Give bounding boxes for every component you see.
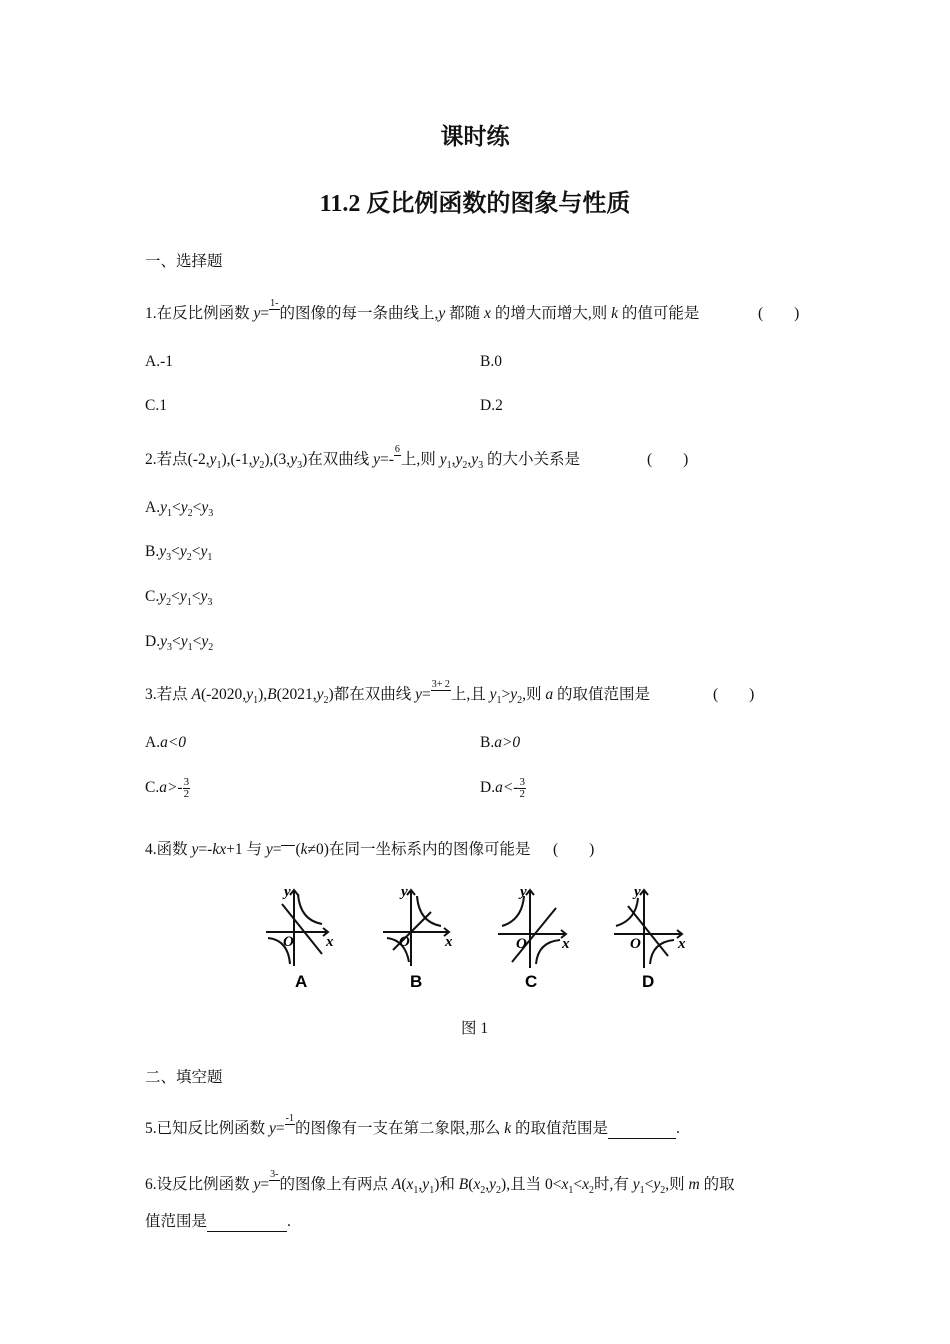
figure-caption: 图 1 (461, 1020, 489, 1037)
x-label: x (445, 934, 453, 950)
graph-label: A (295, 972, 308, 991)
question-4: 4.函数 y=-kx+1 与 y= (k≠0)在同一坐标系内的图像可能是 (145, 837, 530, 861)
answer-blank[interactable] (207, 1213, 287, 1232)
origin-label: O (516, 936, 527, 952)
fraction: 3+ 2 (431, 678, 450, 690)
question-6-line-2: 值范围是 . (145, 1213, 291, 1230)
answer-paren: ( ) (758, 305, 800, 322)
hyperbola-branch-1 (502, 896, 524, 926)
x-label: x (326, 934, 334, 950)
fraction: 1- (270, 297, 279, 309)
graph-label: B (410, 972, 423, 991)
origin-label: O (283, 934, 294, 950)
q2-option-c[interactable]: $C.y_2<y_1<y_3$ (145, 588, 213, 609)
q2-option-b[interactable]: $B.y_3<y_2<y_1$ (145, 543, 213, 564)
fraction: $\frac{3}{2}$ (519, 776, 525, 800)
answer-paren: ( ) (647, 451, 689, 468)
fraction: -1 (285, 1112, 294, 1124)
y-label: y (634, 884, 641, 900)
x-label: x (678, 936, 686, 952)
page-title: 课时练 (440, 124, 510, 149)
hyperbola-branch-1 (616, 898, 638, 926)
q2-option-d[interactable]: $D.y_3<y_1<y_2$ (145, 633, 214, 654)
y-label: y (520, 884, 527, 900)
question-3: 3.若点 $A(-2020,y_1),B(2021,y_2)$都在双曲线 y= 3+ 2 上,且 $y_1>y_2$,则 a 的取值范围是 (145, 678, 651, 707)
question-2: 2.若点$(-2,y_1),(-1,y_2),(3,y_3)$在双曲线 y=- 6 上,则 $y_1,y_2,y_3$ 的大小关系是 (145, 443, 580, 472)
y-label: y (401, 884, 408, 900)
question-6: 6.设反比例函数 y= 3- 的图像上有两点 $A(x_1,y_1)$和 $B(x_2,y_2)$,且当 $0<x_1<x_2$时,有 $y_1<y_2$,则 m 的取 (145, 1168, 735, 1197)
q3-option-a[interactable]: A.a<0 (145, 734, 187, 751)
hyperbola-branch-2 (536, 940, 560, 964)
answer-paren: ( ) (553, 841, 595, 858)
q1-option-b[interactable]: B.0 (480, 353, 502, 370)
graph-c[interactable] (494, 880, 594, 995)
q3-option-c[interactable]: C.a>- $\frac{3}{2}$ (145, 776, 190, 800)
fraction: $\frac{3}{2}$ (183, 776, 190, 800)
fraction (281, 835, 295, 856)
x-label: x (562, 936, 570, 952)
origin-label: O (399, 934, 410, 950)
q1-option-a[interactable]: A.-1 (145, 353, 173, 370)
section-choice: 一、选择题 (145, 253, 223, 270)
lesson-title: 11.2 反比例函数的图象与性质 (319, 191, 631, 217)
hyperbola-branch-2 (650, 940, 674, 964)
question-5: 5.已知反比例函数 y= -1 的图像有一支在第二象限,那么 k 的取值范围是 . (145, 1112, 680, 1137)
graph-b[interactable] (379, 880, 479, 995)
q2-option-a[interactable]: $A.y_1<y_2<y_3$ (145, 499, 214, 520)
q1-option-d[interactable]: D.2 (480, 397, 503, 414)
question-1: 1.在反比例函数 y= 1- 的图像的每一条曲线上,y 都随 x 的增大而增大,则 k 的值可能是 (145, 297, 700, 322)
q1-option-c[interactable]: C.1 (145, 397, 167, 414)
origin-label: O (630, 936, 641, 952)
q3-option-b[interactable]: B.a>0 (480, 734, 521, 751)
graph-d[interactable] (610, 880, 710, 995)
graph-label: D (642, 972, 655, 991)
answer-blank[interactable] (608, 1120, 676, 1139)
q3-option-d[interactable]: D.a<- $\frac{3}{2}$ (480, 776, 525, 800)
y-label: y (284, 884, 291, 900)
fraction: 3- (270, 1168, 279, 1180)
hyperbola-branch-1 (298, 894, 322, 924)
answer-paren: ( ) (713, 686, 755, 703)
graph-label: C (525, 972, 538, 991)
graph-a[interactable] (262, 880, 362, 995)
fraction: 6 (394, 443, 400, 455)
section-fill: 二、填空题 (145, 1069, 223, 1086)
